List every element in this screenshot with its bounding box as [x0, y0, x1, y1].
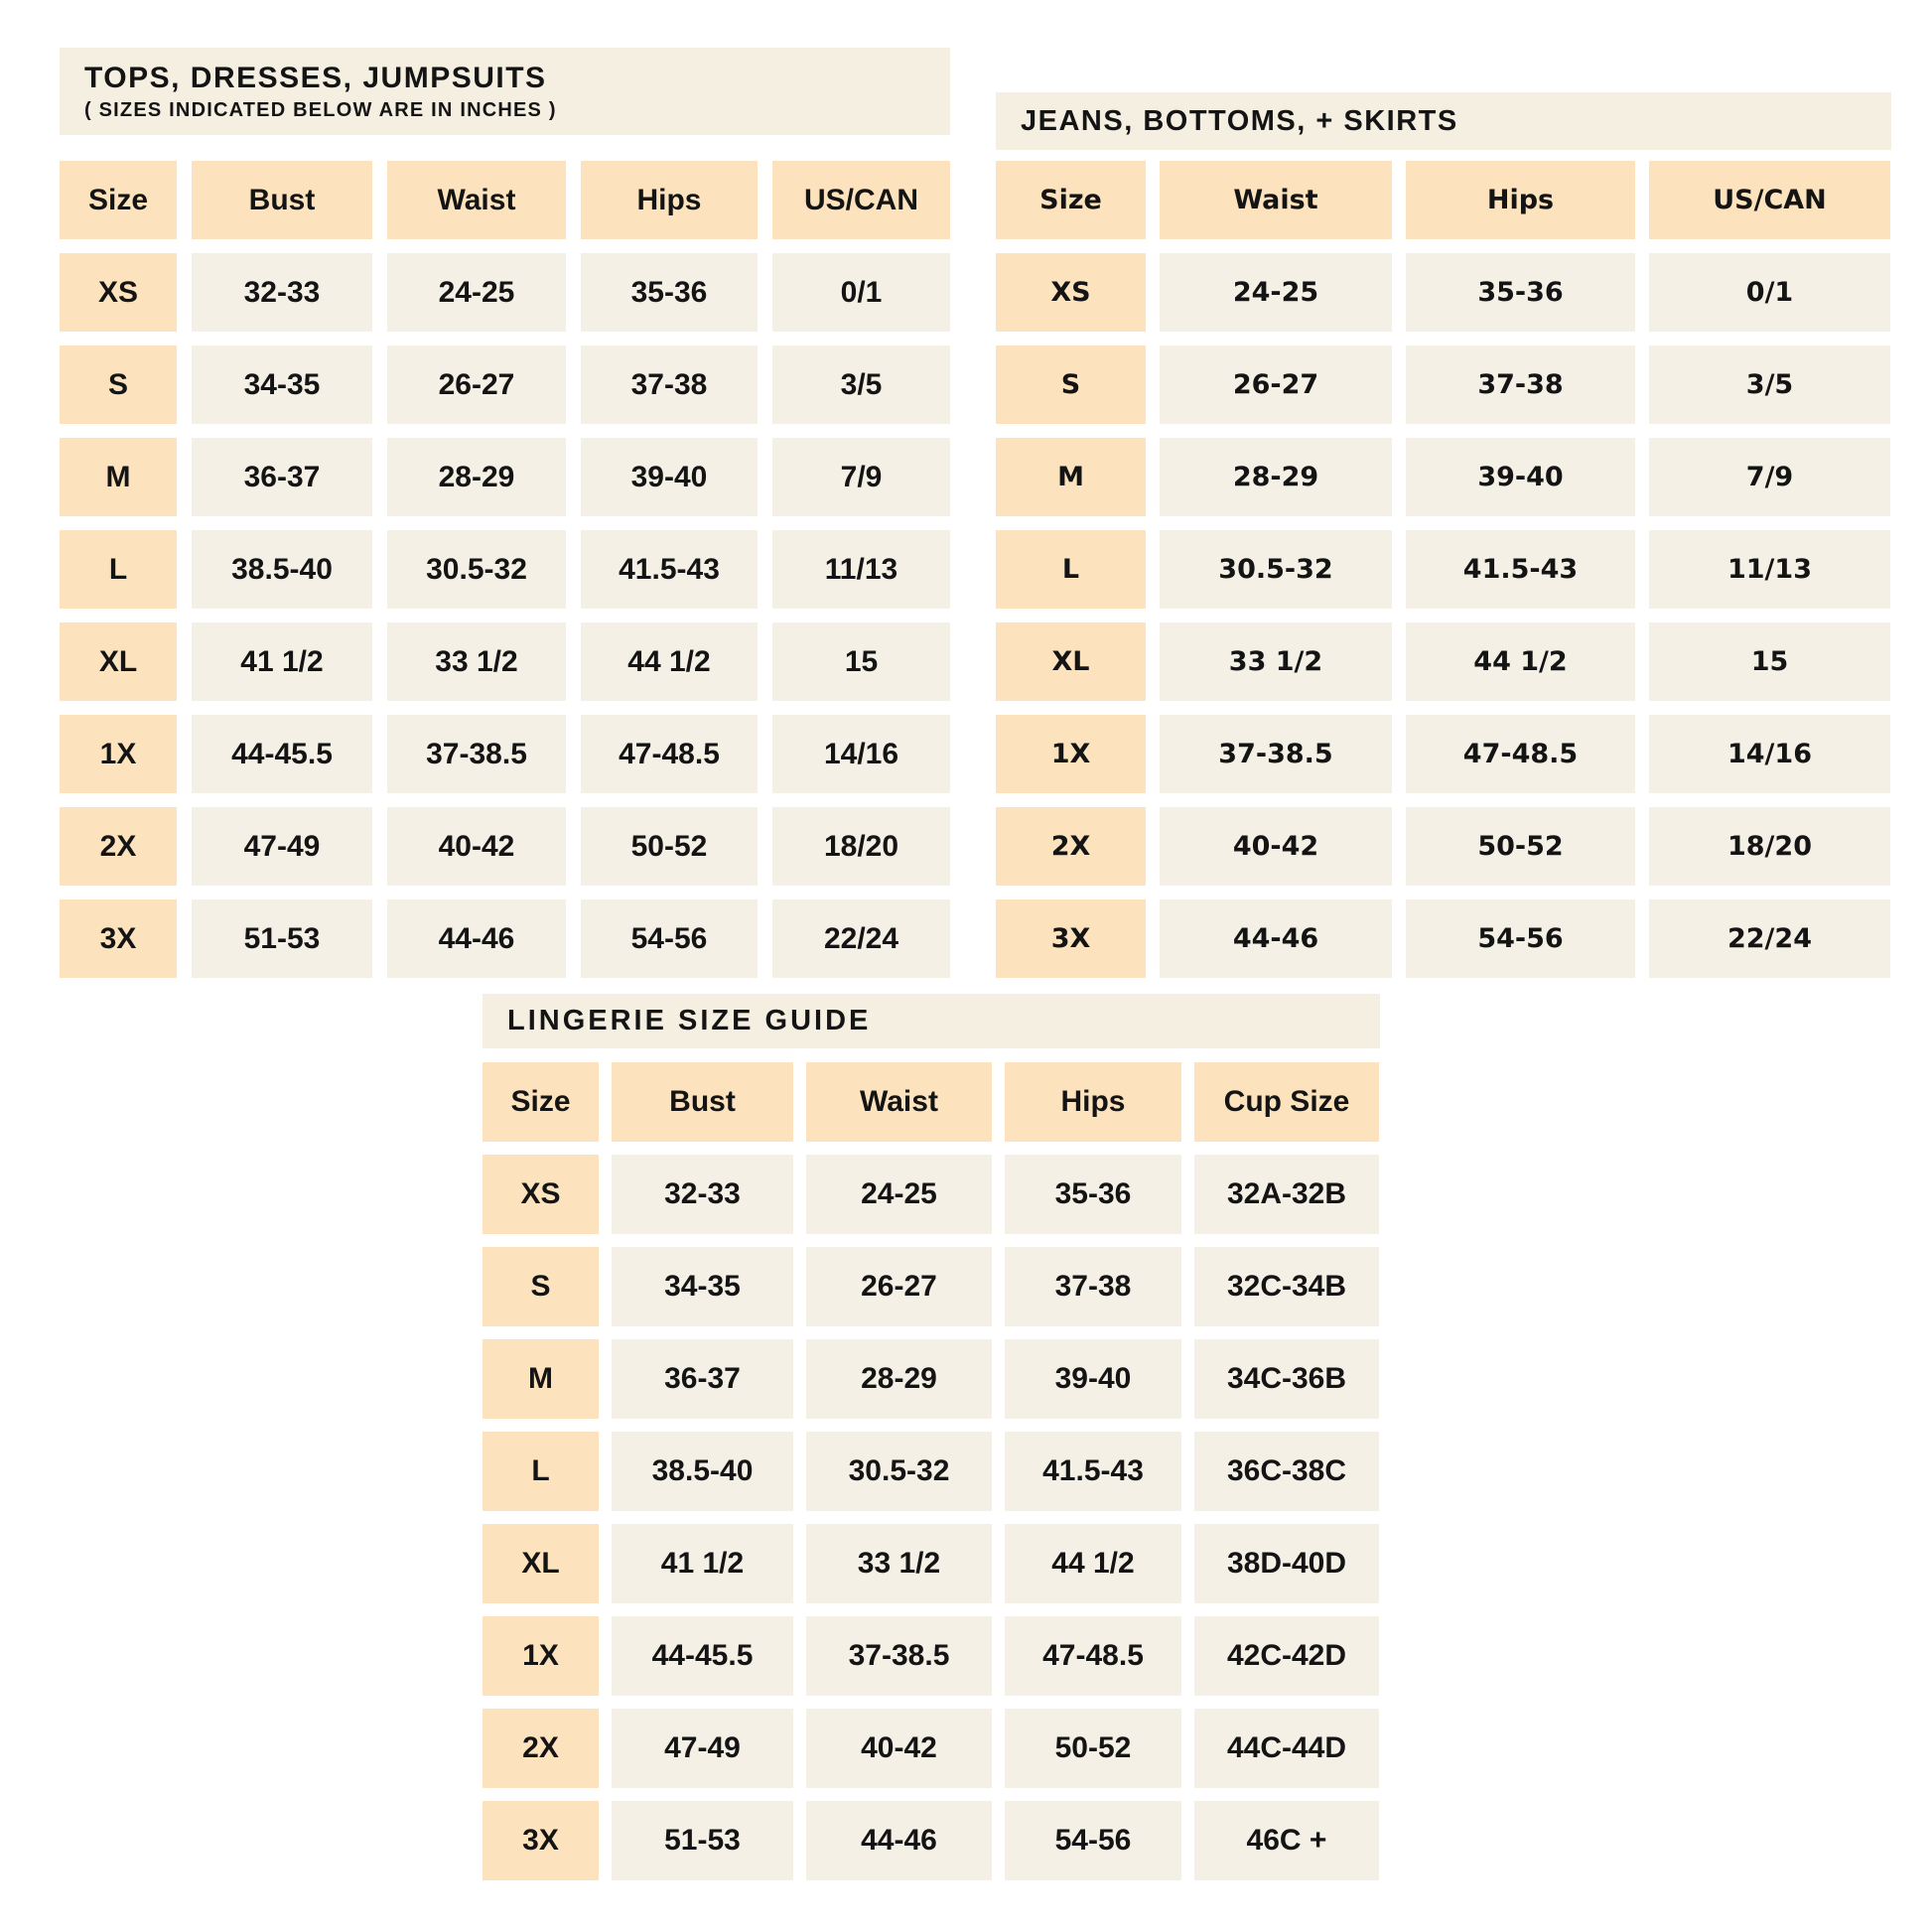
measurement-cell: 34-35: [612, 1247, 793, 1326]
measurement-cell: 41.5-43: [1005, 1432, 1181, 1511]
size-label-cell: L: [996, 530, 1146, 609]
measurement-cell: 37-38.5: [1160, 715, 1392, 793]
measurement-cell: 14/16: [1649, 715, 1890, 793]
size-label-cell: S: [996, 345, 1146, 424]
size-label-cell: L: [483, 1432, 599, 1511]
measurement-cell: 36-37: [612, 1339, 793, 1419]
size-label-cell: M: [483, 1339, 599, 1419]
jeans-table-title-strip: [996, 92, 1891, 150]
size-label-cell: 2X: [483, 1709, 599, 1788]
measurement-cell: 22/24: [772, 899, 950, 978]
measurement-cell: 26-27: [806, 1247, 992, 1326]
lingerie-table-title: LINGERIE SIZE GUIDE: [507, 1005, 872, 1037]
size-label-cell: S: [60, 345, 177, 424]
measurement-cell: 24-25: [806, 1155, 992, 1234]
measurement-cell: 14/16: [772, 715, 950, 793]
tops-table: [60, 161, 950, 978]
size-label-cell: XL: [996, 622, 1146, 701]
measurement-cell: 38.5-40: [612, 1432, 793, 1511]
measurement-cell: 39-40: [581, 438, 758, 516]
lingerie-table: [483, 1062, 1379, 1880]
measurement-cell: 40-42: [1160, 807, 1392, 886]
size-label-cell: 3X: [996, 899, 1146, 978]
measurement-cell: 22/24: [1649, 899, 1890, 978]
size-label-cell: XL: [483, 1524, 599, 1603]
measurement-cell: 30.5-32: [806, 1432, 992, 1511]
measurement-cell: 39-40: [1005, 1339, 1181, 1419]
measurement-cell: 3/5: [1649, 345, 1890, 424]
measurement-cell: 34C-36B: [1194, 1339, 1379, 1419]
measurement-cell: 36-37: [192, 438, 372, 516]
measurement-cell: 54-56: [1005, 1801, 1181, 1880]
column-header-size: Size: [60, 161, 177, 239]
measurement-cell: 33 1/2: [387, 622, 566, 701]
size-label-cell: 3X: [483, 1801, 599, 1880]
column-header-size: Size: [483, 1062, 599, 1142]
tops-table-title-strip: [60, 48, 950, 135]
measurement-cell: 47-48.5: [581, 715, 758, 793]
jeans-table: [996, 161, 1890, 978]
measurement-cell: 51-53: [192, 899, 372, 978]
measurement-cell: 44-45.5: [612, 1616, 793, 1696]
size-label-cell: 2X: [60, 807, 177, 886]
size-label-cell: 1X: [996, 715, 1146, 793]
measurement-cell: 24-25: [387, 253, 566, 332]
measurement-cell: 54-56: [581, 899, 758, 978]
column-header-us-can: US/CAN: [1649, 161, 1890, 239]
measurement-cell: 44C-44D: [1194, 1709, 1379, 1788]
measurement-cell: 37-38.5: [806, 1616, 992, 1696]
measurement-cell: 37-38: [1005, 1247, 1181, 1326]
size-label-cell: XS: [996, 253, 1146, 332]
measurement-cell: 46C +: [1194, 1801, 1379, 1880]
measurement-cell: 44-46: [387, 899, 566, 978]
measurement-cell: 40-42: [387, 807, 566, 886]
column-header-waist: Waist: [387, 161, 566, 239]
measurement-cell: 11/13: [772, 530, 950, 609]
column-header-bust: Bust: [192, 161, 372, 239]
measurement-cell: 30.5-32: [1160, 530, 1392, 609]
measurement-cell: 44-46: [1160, 899, 1392, 978]
measurement-cell: 32-33: [612, 1155, 793, 1234]
measurement-cell: 24-25: [1160, 253, 1392, 332]
measurement-cell: 3/5: [772, 345, 950, 424]
measurement-cell: 47-48.5: [1406, 715, 1635, 793]
measurement-cell: 51-53: [612, 1801, 793, 1880]
measurement-cell: 32C-34B: [1194, 1247, 1379, 1326]
measurement-cell: 11/13: [1649, 530, 1890, 609]
measurement-cell: 32A-32B: [1194, 1155, 1379, 1234]
column-header-bust: Bust: [612, 1062, 793, 1142]
measurement-cell: 33 1/2: [1160, 622, 1392, 701]
measurement-cell: 41.5-43: [581, 530, 758, 609]
column-header-us-can: US/CAN: [772, 161, 950, 239]
measurement-cell: 50-52: [1406, 807, 1635, 886]
measurement-cell: 18/20: [772, 807, 950, 886]
measurement-cell: 44-45.5: [192, 715, 372, 793]
measurement-cell: 28-29: [387, 438, 566, 516]
size-label-cell: 1X: [483, 1616, 599, 1696]
measurement-cell: 38D-40D: [1194, 1524, 1379, 1603]
measurement-cell: 18/20: [1649, 807, 1890, 886]
measurement-cell: 0/1: [772, 253, 950, 332]
measurement-cell: 50-52: [1005, 1709, 1181, 1788]
measurement-cell: 54-56: [1406, 899, 1635, 978]
measurement-cell: 7/9: [1649, 438, 1890, 516]
measurement-cell: 37-38.5: [387, 715, 566, 793]
lingerie-table-title-strip: [483, 994, 1380, 1048]
measurement-cell: 41.5-43: [1406, 530, 1635, 609]
measurement-cell: 41 1/2: [192, 622, 372, 701]
measurement-cell: 33 1/2: [806, 1524, 992, 1603]
measurement-cell: 44-46: [806, 1801, 992, 1880]
measurement-cell: 44 1/2: [1406, 622, 1635, 701]
tops-table-title: TOPS, DRESSES, JUMPSUITS: [84, 62, 547, 95]
jeans-table-title: JEANS, BOTTOMS, + SKIRTS: [1021, 104, 1458, 137]
size-label-cell: 3X: [60, 899, 177, 978]
measurement-cell: 40-42: [806, 1709, 992, 1788]
column-header-hips: Hips: [1005, 1062, 1181, 1142]
measurement-cell: 7/9: [772, 438, 950, 516]
measurement-cell: 34-35: [192, 345, 372, 424]
measurement-cell: 0/1: [1649, 253, 1890, 332]
size-label-cell: XS: [483, 1155, 599, 1234]
column-header-hips: Hips: [1406, 161, 1635, 239]
measurement-cell: 47-49: [192, 807, 372, 886]
measurement-cell: 37-38: [1406, 345, 1635, 424]
measurement-cell: 39-40: [1406, 438, 1635, 516]
size-label-cell: 1X: [60, 715, 177, 793]
tops-table-subtitle: ( SIZES INDICATED BELOW ARE IN INCHES ): [84, 98, 557, 121]
measurement-cell: 50-52: [581, 807, 758, 886]
size-label-cell: L: [60, 530, 177, 609]
measurement-cell: 47-49: [612, 1709, 793, 1788]
measurement-cell: 15: [1649, 622, 1890, 701]
measurement-cell: 42C-42D: [1194, 1616, 1379, 1696]
measurement-cell: 35-36: [581, 253, 758, 332]
measurement-cell: 37-38: [581, 345, 758, 424]
size-label-cell: S: [483, 1247, 599, 1326]
column-header-waist: Waist: [1160, 161, 1392, 239]
measurement-cell: 32-33: [192, 253, 372, 332]
measurement-cell: 35-36: [1005, 1155, 1181, 1234]
size-label-cell: M: [996, 438, 1146, 516]
size-label-cell: 2X: [996, 807, 1146, 886]
column-header-cup-size: Cup Size: [1194, 1062, 1379, 1142]
column-header-waist: Waist: [806, 1062, 992, 1142]
size-label-cell: XL: [60, 622, 177, 701]
measurement-cell: 15: [772, 622, 950, 701]
column-header-hips: Hips: [581, 161, 758, 239]
measurement-cell: 41 1/2: [612, 1524, 793, 1603]
measurement-cell: 28-29: [1160, 438, 1392, 516]
measurement-cell: 44 1/2: [581, 622, 758, 701]
measurement-cell: 47-48.5: [1005, 1616, 1181, 1696]
measurement-cell: 26-27: [1160, 345, 1392, 424]
measurement-cell: 36C-38C: [1194, 1432, 1379, 1511]
measurement-cell: 26-27: [387, 345, 566, 424]
column-header-size: Size: [996, 161, 1146, 239]
measurement-cell: 44 1/2: [1005, 1524, 1181, 1603]
measurement-cell: 35-36: [1406, 253, 1635, 332]
measurement-cell: 38.5-40: [192, 530, 372, 609]
measurement-cell: 28-29: [806, 1339, 992, 1419]
measurement-cell: 30.5-32: [387, 530, 566, 609]
size-label-cell: M: [60, 438, 177, 516]
size-label-cell: XS: [60, 253, 177, 332]
